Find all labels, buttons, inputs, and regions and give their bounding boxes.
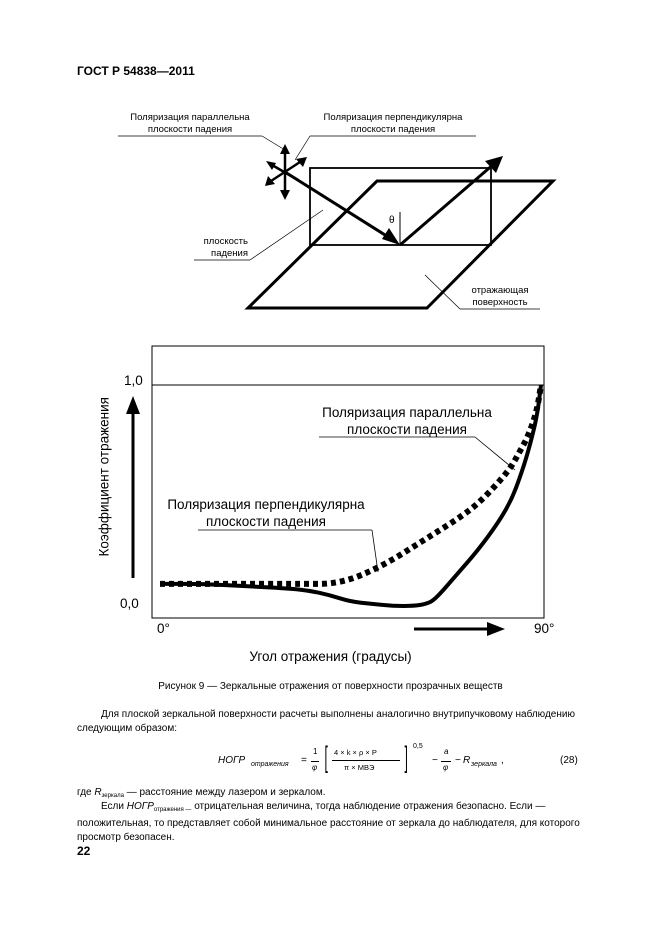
y-tick-min: 0,0	[120, 596, 139, 611]
where-R: R	[94, 787, 102, 798]
formula-lhs-sub: отражения	[251, 761, 289, 768]
para2-sub: отражения —	[153, 807, 192, 813]
formula-numerator: 4 × k × ρ × P	[334, 748, 377, 757]
paragraph-conclusion	[77, 800, 585, 845]
theta-label: θ	[389, 215, 395, 226]
formula-R: R	[463, 755, 471, 766]
where-text: — расстояние между лазером и зеркалом.	[126, 787, 326, 798]
formula-a: a	[444, 747, 449, 756]
document-standard-code: ГОСТ Р 54838—2011	[77, 64, 195, 78]
where-prefix: где	[77, 787, 92, 798]
x-tick-min: 0°	[157, 621, 170, 636]
para2-rest: отрицательная величина, тогда наблюдение отражения безопасно. Если — положительная, то представляет собой минимальное расстояние от зеркала до наблюдателя, для которого просмотр безопасен.	[77, 801, 580, 843]
formula-power: 0,5	[413, 743, 423, 750]
formula-phi-1: φ	[312, 763, 318, 772]
formula-comma: ,	[501, 755, 504, 766]
formula-denominator: π × МВЭ	[344, 763, 375, 772]
y-tick-max: 1,0	[124, 373, 143, 388]
label-reflecting-surface: отражающая поверхность	[471, 285, 529, 308]
label-parallel-polarization: Поляризация параллельна плоскости падения	[130, 112, 250, 135]
x-axis-label: Угол отражения (градусы)	[249, 649, 412, 664]
formula-minus-2: −	[455, 755, 461, 766]
formula-lhs: НОГР	[218, 755, 246, 766]
x-tick-max: 90°	[534, 621, 555, 636]
where-R-sub: зеркала	[101, 793, 124, 799]
page-number: 22	[77, 844, 91, 858]
para2-start: Если	[101, 801, 124, 812]
label-plane-of-incidence: плоскость падения	[203, 236, 248, 259]
formula-number: (28)	[560, 755, 578, 766]
formula-28: НОГР отражения = 1 φ [ 4 × k × ρ × P π × МВЭ ] 0,5 − a φ − R зеркала ,	[218, 741, 504, 774]
legend-parallel-series: Поляризация параллельна плоскости падения	[322, 405, 492, 437]
y-axis-label: Коэффициент отражения	[96, 397, 112, 557]
paragraph-intro: Для плоской зеркальной поверхности расчеты выполнены аналогично внутрипучковому наблюдению следующим образом:	[77, 709, 575, 734]
formula-one: 1	[313, 747, 318, 756]
label-perpendicular-polarization: Поляризация перпендикулярна плоскости падения	[323, 112, 463, 135]
figure-caption: Рисунок 9 — Зеркальные отражения от поверхности прозрачных веществ	[158, 681, 503, 692]
x-axis-arrowhead	[487, 622, 505, 636]
y-axis-arrowhead	[126, 396, 140, 414]
formula-equals: =	[301, 755, 307, 766]
para2-term: НОГР	[126, 801, 154, 812]
formula-R-sub: зеркала	[471, 761, 497, 768]
formula-minus-1: −	[432, 755, 438, 766]
formula-phi-2: φ	[443, 763, 449, 772]
legend-perpendicular-series: Поляризация перпендикулярна плоскости падения	[167, 497, 365, 529]
